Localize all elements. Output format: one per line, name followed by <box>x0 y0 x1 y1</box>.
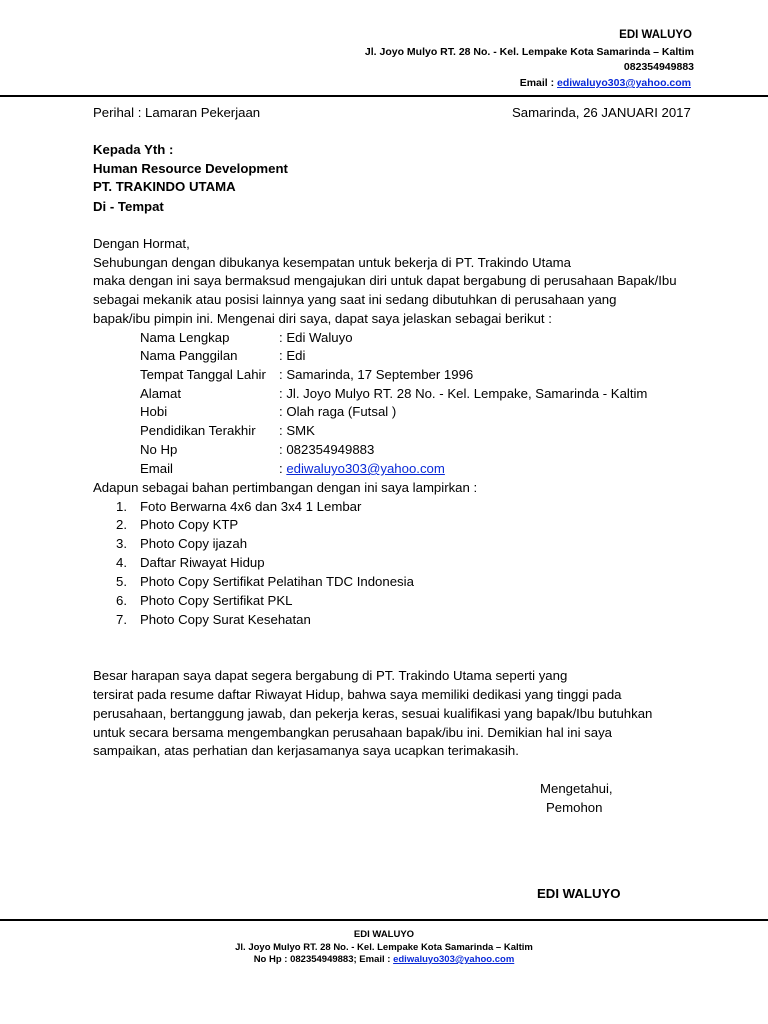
attachment-num: 1. <box>116 499 127 514</box>
sign-pemohon: Pemohon <box>546 800 603 815</box>
detail-value: : Samarinda, 17 September 1996 <box>279 367 474 382</box>
sign-name: EDI WALUYO <box>537 886 621 901</box>
detail-value: : Edi Waluyo <box>279 330 353 345</box>
detail-label: Tempat Tanggal Lahir <box>140 367 266 382</box>
attachment-item: Photo Copy Sertifikat PKL <box>140 593 293 608</box>
closing-line: tersirat pada resume daftar Riwayat Hidup, bahwa saya memiliki dedikasi yang tinggi pada <box>93 687 622 702</box>
detail-label: Nama Lengkap <box>140 330 230 345</box>
email-colon: : <box>279 461 287 476</box>
header-email-link[interactable]: ediwaluyo303@yahoo.com <box>557 77 691 89</box>
detail-value-email <box>279 461 445 476</box>
attachment-item: Daftar Riwayat Hidup <box>140 555 265 570</box>
attachment-num: 4. <box>116 555 127 570</box>
closing-line: untuk secara bersama mengembangkan perusahaan bapak/ibu ini. Demikian hal ini saya <box>93 725 613 740</box>
intro-line: sebagai mekanik atau posisi lainnya yang saat ini sedang dibutuhkan di perusahaan yang <box>93 292 617 307</box>
sign-mengetahui: Mengetahui, <box>540 781 613 796</box>
attachment-item: Photo Copy KTP <box>140 517 239 532</box>
header-email-line <box>520 77 691 89</box>
detail-value: : Jl. Joyo Mulyo RT. 28 No. - Kel. Lempake, Samarinda - Kaltim <box>279 386 648 401</box>
greeting: Dengan Hormat, <box>93 236 190 251</box>
detail-value: : Olah raga (Futsal ) <box>279 404 397 419</box>
detail-label: No Hp <box>140 442 178 457</box>
closing-line: Besar harapan saya dapat segera bergabung di PT. Trakindo Utama seperti yang <box>93 668 568 683</box>
intro-line: bapak/ibu pimpin ini. Mengenai diri saya, dapat saya jelaskan sebagai berikut : <box>93 311 552 326</box>
detail-label: Alamat <box>140 386 182 401</box>
detail-email-link[interactable]: ediwaluyo303@yahoo.com <box>286 461 445 476</box>
detail-label: Hobi <box>140 404 168 419</box>
intro-line: maka dengan ini saya bermaksud mengajukan diri untuk dapat bergabung di perusahaan Bapak/Ibu <box>93 273 677 288</box>
header-name: EDI WALUYO <box>619 29 692 41</box>
recipient-place: Di - Tempat <box>93 199 164 214</box>
letter-date: Samarinda, 26 JANUARI 2017 <box>512 105 691 120</box>
attachment-item: Foto Berwarna 4x6 dan 3x4 1 Lembar <box>140 499 362 514</box>
recipient-dept: Human Resource Development <box>93 161 288 176</box>
detail-value: : 082354949883 <box>279 442 375 457</box>
header-email-label: Email : <box>519 77 558 89</box>
attachment-num: 5. <box>116 574 127 589</box>
attachment-num: 3. <box>116 536 127 551</box>
attachment-num: 2. <box>116 517 127 532</box>
footer-rule <box>0 919 768 921</box>
header-address: Jl. Joyo Mulyo RT. 28 No. - Kel. Lempake Kota Samarinda – Kaltim <box>364 46 694 58</box>
attachment-item: Photo Copy ijazah <box>140 536 248 551</box>
detail-value: : SMK <box>279 423 315 438</box>
footer-email-link[interactable]: ediwaluyo303@yahoo.com <box>393 954 515 965</box>
footer-address: Jl. Joyo Mulyo RT. 28 No. - Kel. Lempake Kota Samarinda – Kaltim <box>235 942 533 953</box>
recipient-kepada: Kepada Yth : <box>93 142 174 157</box>
detail-label-email: Email <box>140 461 173 476</box>
attachment-num: 6. <box>116 593 127 608</box>
intro-line: Sehubungan dengan dibukanya kesempatan untuk bekerja di PT. Trakindo Utama <box>93 255 571 270</box>
attachment-item: Photo Copy Surat Kesehatan <box>140 612 311 627</box>
footer-name: EDI WALUYO <box>353 929 415 940</box>
recipient-company: PT. TRAKINDO UTAMA <box>93 179 236 194</box>
attachment-num: 7. <box>116 612 127 627</box>
detail-label: Nama Panggilan <box>140 348 238 363</box>
attachment-item: Photo Copy Sertifikat Pelatihan TDC Indonesia <box>140 574 414 589</box>
subject-line: Perihal : Lamaran Pekerjaan <box>93 105 261 120</box>
footer-contact-prefix: No Hp : 082354949883; Email : <box>253 954 394 965</box>
header-phone: 082354949883 <box>623 61 694 73</box>
attachments-intro: Adapun sebagai bahan pertimbangan dengan ini saya lampirkan : <box>93 480 478 495</box>
footer-contact <box>0 954 768 965</box>
closing-line: perusahaan, bertanggung jawab, dan pekerja keras, sesuai kualifikasi yang bapak/Ibu butuhkan <box>93 706 653 721</box>
detail-label: Pendidikan Terakhir <box>140 423 256 438</box>
closing-line: sampaikan, atas perhatian dan kerjasamanya saya ucapkan terimakasih. <box>93 743 519 758</box>
header-rule <box>0 95 768 97</box>
detail-value: : Edi <box>279 348 306 363</box>
